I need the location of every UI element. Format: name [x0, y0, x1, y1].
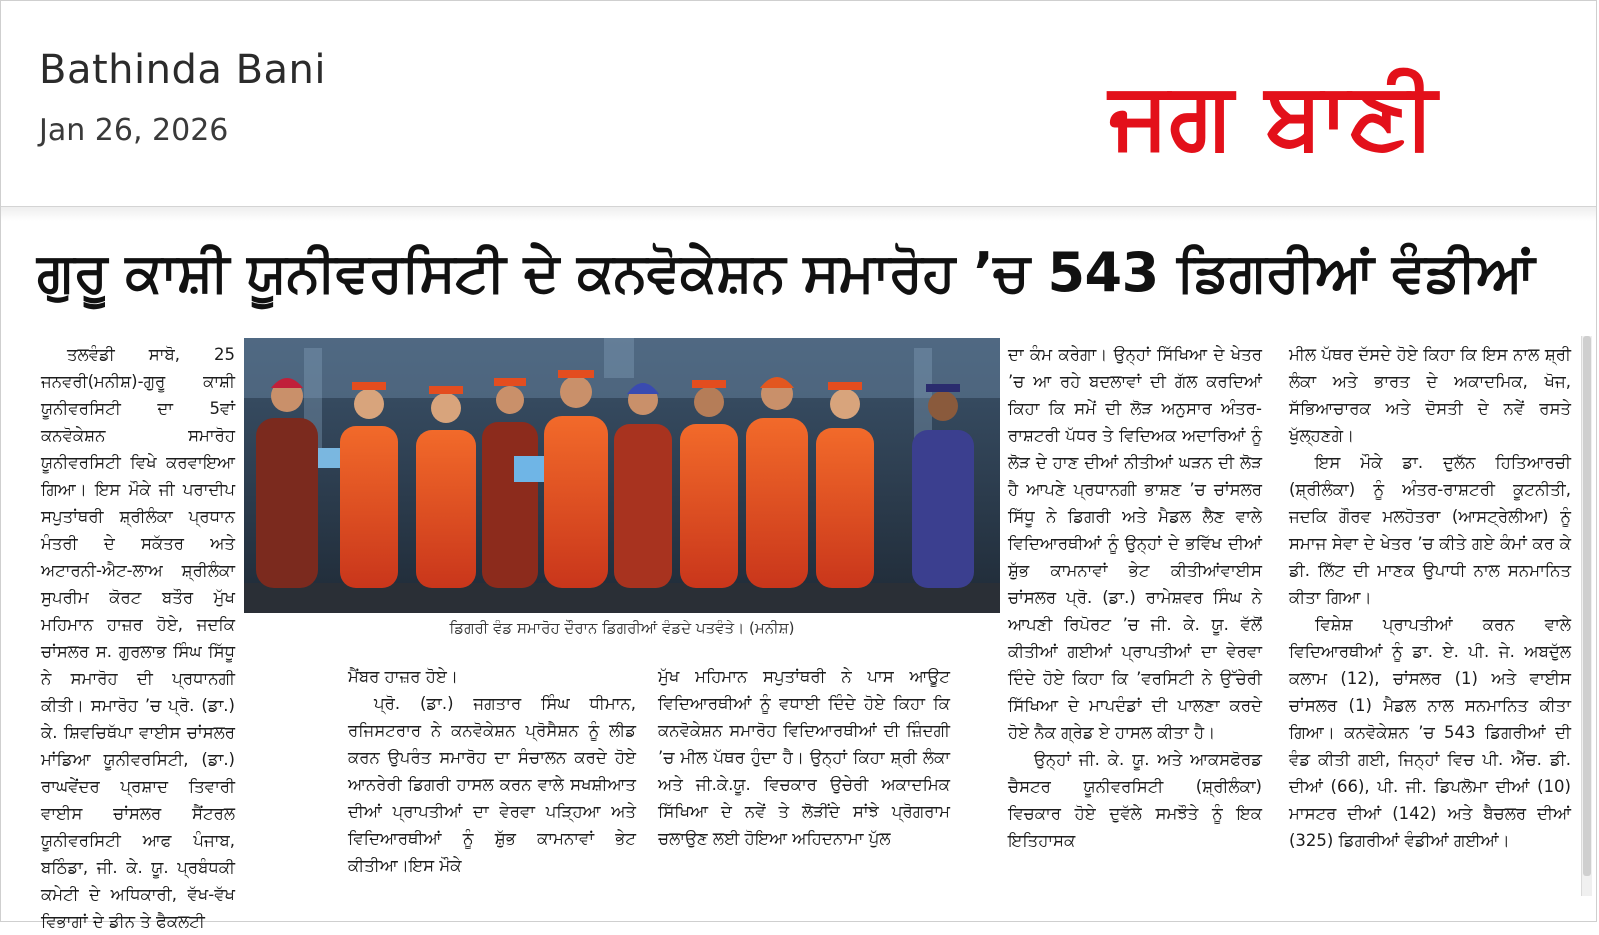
column-5-paragraph-2: ਇਸ ਮੌਕੇ ਡਾ. ਦੁਲੱਨ ਹਿਤਿਆਰਚੀ (ਸ਼੍ਰੀਲੰਕਾ) ਨੂੰ ਅੰਤਰ-ਰਾਸ਼ਟਰੀ ਕੂਟਨੀਤੀ, ਜਦਕਿ ਗੌਰਵ ਮਲਹੋਤਰਾ (ਆਸਟ੍ਰੇਲੀਆ) ਨੂੰ ਸਮਾਜ ਸੇਵਾ ਦੇ ਖੇਤਰ ’ਚ ਕੀਤੇ ਗਏ ਕੰਮਾਂ ਕਰ ਕੇ ਡੀ. ਲਿੱਟ ਦੀ ਮਾਣਕ ਉਪਾਧੀ ਨਾਲ ਸਨਮਾਨਿਤ ਕੀਤਾ ਗਿਆ। [1289, 453, 1571, 607]
edition-name: Bathinda Bani [39, 47, 326, 93]
publication-date: Jan 26, 2026 [39, 113, 229, 148]
convocation-photo-art [244, 338, 1000, 613]
article-column-2 [348, 663, 636, 883]
photo-caption: ਡਿਗਰੀ ਵੰਡ ਸਮਾਰੋਹ ਦੌਰਾਨ ਡਿਗਰੀਆਂ ਵੰਡਦੇ ਪਤਵੰਤੇ। (ਮਨੀਸ਼) [449, 619, 795, 637]
paper-edge [1, 207, 1596, 221]
column-1-text: ਤਲਵੰਡੀ ਸਾਬੋ, 25 ਜਨਵਰੀ(ਮਨੀਸ਼)-ਗੁਰੂ ਕਾਸ਼ੀ ਯੂਨੀਵਰਸਿਟੀ ਦਾ 5ਵਾਂ ਕਨਵੋਕੇਸ਼ਨ ਸਮਾਰੋਹ ਯੂਨੀਵਰਸਿਟੀ ਵਿਖੇ ਕਰਵਾਇਆ ਗਿਆ। ਇਸ ਮੌਕੇ ਜੀ ਪਰਾਦੀਪ ਸਪੁਤਾਂਥਰੀ ਸ਼੍ਰੀਲੰਕਾ ਪ੍ਰਧਾਨ ਮੰਤਰੀ ਦੇ ਸਕੱਤਰ ਅਤੇ ਅਟਾਰਨੀ-ਐਟ-ਲਾਅ ਸ਼੍ਰੀਲੰਕਾ ਸੁਪਰੀਮ ਕੋਰਟ ਬਤੌਰ ਮੁੱਖ ਮਹਿਮਾਨ ਹਾਜ਼ਰ ਹੋਏ, ਜਦਕਿ ਚਾਂਸਲਰ ਸ. ਗੁਰਲਾਭ ਸਿੰਘ ਸਿੱਧੂ ਨੇ ਸਮਾਰੋਹ ਦੀ ਪ੍ਰਧਾਨਗੀ ਕੀਤੀ। ਸਮਾਰੋਹ ’ਚ ਪ੍ਰੋ. (ਡਾ.) ਕੇ. ਸ਼ਿਵਚਿਥੱਪਾ ਵਾਈਸ ਚਾਂਸਲਰ ਮਾਂਡਿਆ ਯੂਨੀਵਰਸਿਟੀ, (ਡਾ.) ਰਾਘਵੇਂਦਰ ਪ੍ਰਸ਼ਾਦ ਤਿਵਾਰੀ ਵਾਈਸ ਚਾਂਸਲਰ ਸੈਂਟਰਲ ਯੂਨੀਵਰਸਿਟੀ ਆਫ ਪੰਜਾਬ, ਬਠਿੰਡਾ, ਜੀ. ਕੇ. ਯੂ. ਪ੍ਰਬੰਧਕੀ ਕਮੇਟੀ ਦੇ ਅਧਿਕਾਰੀ, ਵੱਖ-ਵੱਖ ਵਿਭਾਗਾਂ ਦੇ ਡੀਨ ਤੇ ਫੈਕਲਟੀ [41, 345, 235, 931]
convocation-photo [244, 338, 1000, 613]
article-column-3 [658, 663, 950, 883]
clipping-header [1, 1, 1596, 207]
article-column-4 [1008, 341, 1262, 881]
vertical-scrollbar[interactable] [1581, 336, 1592, 896]
scrollbar-thumb[interactable] [1583, 336, 1591, 876]
newspaper-logo: ਜਗ ਬਾਣੀ [1109, 62, 1437, 169]
column-4-paragraph-1: ਦਾ ਕੰਮ ਕਰੇਗਾ। ਉਨ੍ਹਾਂ ਸਿੱਖਿਆ ਦੇ ਖੇਤਰ ’ਚ ਆ ਰਹੇ ਬਦਲਾਵਾਂ ਦੀ ਗੱਲ ਕਰਦਿਆਂ ਕਿਹਾ ਕਿ ਸਮੇਂ ਦੀ ਲੋੜ ਅਨੁਸਾਰ ਅੰਤਰ-ਰਾਸ਼ਟਰੀ ਪੱਧਰ ਤੇ ਵਿਦਿਅਕ ਅਦਾਰਿਆਂ ਨੂੰ ਲੋੜ ਦੇ ਹਾਣ ਦੀਆਂ ਨੀਤੀਆਂ ਘੜਨ ਦੀ ਲੋੜ ਹੈ ਆਪਣੇ ਪ੍ਰਧਾਨਗੀ ਭਾਸ਼ਣ ’ਚ ਚਾਂਸਲਰ ਸਿੱਧੂ ਨੇ ਡਿਗਰੀ ਅਤੇ ਮੈਡਲ ਲੈਣ ਵਾਲੇ ਵਿਦਿਆਰਥੀਆਂ ਨੂੰ ਉਨ੍ਹਾਂ ਦੇ ਭਵਿੱਖ ਦੀਆਂ ਸ਼ੁੱਭ ਕਾਮਨਾਵਾਂ ਭੇਟ ਕੀਤੀਆਂਵਾਈਸ ਚਾਂਸਲਰ ਪ੍ਰੋ. (ਡਾ.) ਰਾਮੇਸ਼ਵਰ ਸਿੰਘ ਨੇ ਆਪਣੀ ਰਿਪੋਰਟ ’ਚ ਜੀ. ਕੇ. ਯੂ. ਵੱਲੋਂ ਕੀਤੀਆਂ ਗਈਆਂ ਪ੍ਰਾਪਤੀਆਂ ਦਾ ਵੇਰਵਾ ਦਿੰਦੇ ਹੋਏ ਕਿਹਾ ਕਿ ’ਵਰਸਿਟੀ ਨੇ ਉੱਚੇਰੀ ਸਿੱਖਿਆ ਦੇ ਮਾਪਦੰਡਾਂ ਦੀ ਪਾਲਣਾ ਕਰਦੇ ਹੋਏ ਨੈਕ ਗ੍ਰੇਡ ਏ ਹਾਸਲ ਕੀਤਾ ਹੈ। [1008, 345, 1262, 742]
article-column-1 [41, 341, 235, 931]
column-4-paragraph-2: ਉਨ੍ਹਾਂ ਜੀ. ਕੇ. ਯੂ. ਅਤੇ ਆਕਸਫੋਰਡ ਚੈਸਟਰ ਯੂਨੀਵਰਸਿਟੀ (ਸ਼੍ਰੀਲੰਕਾ) ਵਿਚਕਾਰ ਹੋਏ ਦੁਵੱਲੇ ਸਮਝੌਤੇ ਨੂੰ ਇਕ ਇਤਿਹਾਸਕ [1008, 750, 1262, 850]
article-column-5 [1289, 341, 1571, 881]
article-headline: ਗੁਰੂ ਕਾਸ਼ੀ ਯੂਨੀਵਰਸਿਟੀ ਦੇ ਕਨਵੋਕੇਸ਼ਨ ਸਮਾਰੋਹ ’ਚ 543 ਡਿਗਰੀਆਂ ਵੰਡੀਆਂ [37, 241, 1535, 304]
column-5-paragraph-3: ਵਿਸ਼ੇਸ਼ ਪ੍ਰਾਪਤੀਆਂ ਕਰਨ ਵਾਲੇ ਵਿਦਿਆਰਥੀਆਂ ਨੂੰ ਡਾ. ਏ. ਪੀ. ਜੇ. ਅਬਦੁੱਲ ਕਲਾਮ (12), ਚਾਂਸਲਰ (1) ਅਤੇ ਵਾਈਸ ਚਾਂਸਲਰ (1) ਮੈਡਲ ਨਾਲ ਸਨਮਾਨਿਤ ਕੀਤਾ ਗਿਆ। ਕਨਵੋਕੇਸ਼ਨ ’ਚ 543 ਡਿਗਰੀਆਂ ਦੀ ਵੰਡ ਕੀਤੀ ਗਈ, ਜਿਨ੍ਹਾਂ ਵਿਚ ਪੀ. ਐੱਚ. ਡੀ. ਦੀਆਂ (66), ਪੀ. ਜੀ. ਡਿਪਲੋਮਾ ਦੀਆਂ (10) ਮਾਸਟਰ ਦੀਆਂ (142) ਅਤੇ ਬੈਚਲਰ ਦੀਆਂ (325) ਡਿਗਰੀਆਂ ਵੰਡੀਆਂ ਗਈਆਂ। [1289, 615, 1571, 850]
column-2-paragraph-1: ਮੈਂਬਰ ਹਾਜ਼ਰ ਹੋਏ। [348, 667, 458, 686]
column-3-text: ਮੁੱਖ ਮਹਿਮਾਨ ਸਪੁਤਾਂਥਰੀ ਨੇ ਪਾਸ ਆਊਟ ਵਿਦਿਆਰਥੀਆਂ ਨੂੰ ਵਧਾਈ ਦਿੰਦੇ ਹੋਏ ਕਿਹਾ ਕਿ ਕਨਵੋਕੇਸ਼ਨ ਸਮਾਰੋਹ ਵਿਦਿਆਰਥੀਆਂ ਦੀ ਜ਼ਿੰਦਗੀ ’ਚ ਮੀਲ ਪੱਥਰ ਹੁੰਦਾ ਹੈ। ਉਨ੍ਹਾਂ ਕਿਹਾ ਸ਼੍ਰੀ ਲੰਕਾ ਅਤੇ ਜੀ.ਕੇ.ਯੂ. ਵਿਚਕਾਰ ਉਚੇਰੀ ਅਕਾਦਮਿਕ ਸਿੱਖਿਆ ਦੇ ਨਵੇਂ ਤੇ ਲੋੜੀਂਦੇ ਸਾਂਝੇ ਪ੍ਰੋਗਰਾਮ ਚਲਾਉਣ ਲਈ ਹੋਇਆ ਅਹਿਦਨਾਮਾ ਪੁੱਲ [658, 667, 950, 848]
column-2-paragraph-2: ਪ੍ਰੋ. (ਡਾ.) ਜਗਤਾਰ ਸਿੰਘ ਧੀਮਾਨ, ਰਜਿਸਟਰਾਰ ਨੇ ਕਨਵੋਕੇਸ਼ਨ ਪ੍ਰੋਸੈਸ਼ਨ ਨੂੰ ਲੀਡ ਕਰਨ ਉਪਰੰਤ ਸਮਾਰੋਹ ਦਾ ਸੰਚਾਲਨ ਕਰਦੇ ਹੋਏ ਆਨਰੇਰੀ ਡਿਗਰੀ ਹਾਸਲ ਕਰਨ ਵਾਲੇ ਸਖਸ਼ੀਆਤ ਦੀਆਂ ਪ੍ਰਾਪਤੀਆਂ ਦਾ ਵੇਰਵਾ ਪੜ੍ਹਿਆ ਅਤੇ ਵਿਦਿਆਰਥੀਆਂ ਨੂੰ ਸ਼ੁੱਭ ਕਾਮਨਾਵਾਂ ਭੇਟ ਕੀਤੀਆ।ਇਸ ਮੌਕੇ [348, 694, 636, 875]
column-5-paragraph-1: ਮੀਲ ਪੱਥਰ ਦੱਸਦੇ ਹੋਏ ਕਿਹਾ ਕਿ ਇਸ ਨਾਲ ਸ਼੍ਰੀ ਲੰਕਾ ਅਤੇ ਭਾਰਤ ਦੇ ਅਕਾਦਮਿਕ, ਖੋਜ, ਸੱਭਿਆਚਾਰਕ ਅਤੇ ਦੋਸਤੀ ਦੇ ਨਵੇਂ ਰਸਤੇ ਖੁੱਲ੍ਹਣਗੇ। [1289, 345, 1571, 445]
